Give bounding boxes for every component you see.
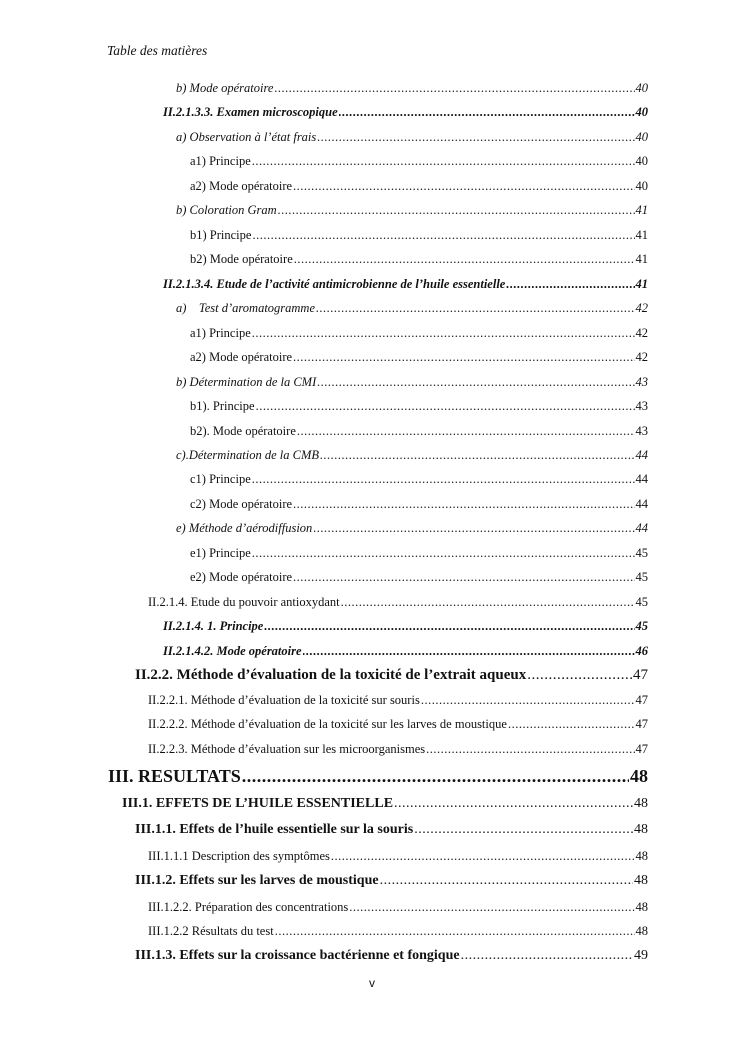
dot-leader xyxy=(341,594,635,610)
toc-entry[interactable] xyxy=(148,594,648,610)
page-number: v xyxy=(369,976,375,990)
toc-entry[interactable] xyxy=(190,251,648,267)
toc-entry-page: 42 xyxy=(635,301,648,315)
toc-entry-title: b1). Principe xyxy=(190,399,255,413)
toc-entry-title: b) Détermination de la CMI xyxy=(176,375,317,389)
toc-entry[interactable] xyxy=(148,899,648,915)
toc-entry-title: III. RESULTATS xyxy=(108,766,241,786)
toc-entry-title: II.2.2.2. Méthode d’évaluation de la toxicité sur les larves de moustique xyxy=(148,717,507,731)
toc-entry-title: b2). Mode opératoire xyxy=(190,424,296,438)
toc-entry[interactable] xyxy=(190,423,648,439)
toc-entry[interactable] xyxy=(148,692,648,708)
dot-leader xyxy=(297,423,635,439)
toc-entry[interactable] xyxy=(190,496,648,512)
toc-entry-page: 42 xyxy=(635,350,648,364)
dot-leader xyxy=(313,520,634,536)
dot-leader xyxy=(293,496,634,512)
dot-leader xyxy=(303,643,635,659)
dot-leader xyxy=(278,202,635,218)
toc-entry-title: II.2.2.3. Méthode d’évaluation sur les microorganismes xyxy=(148,742,426,756)
toc-entry[interactable] xyxy=(122,795,648,813)
running-header: Table des matières xyxy=(107,43,208,58)
toc-entry-page: 43 xyxy=(635,375,648,389)
toc-entry[interactable] xyxy=(190,545,648,561)
toc-entry-title: a2) Mode opératoire xyxy=(190,179,293,193)
dot-leader xyxy=(294,251,635,267)
dot-leader xyxy=(252,471,635,487)
toc-entry-page: 40 xyxy=(635,130,648,144)
toc-entry-page: 46 xyxy=(635,644,648,658)
toc-entry-page: 48 xyxy=(630,766,648,786)
toc-entry-page: 47 xyxy=(635,693,648,707)
toc-entry-page: 40 xyxy=(635,105,648,119)
toc-entry-title: b1) Principe xyxy=(190,228,252,242)
dot-leader xyxy=(394,795,633,813)
dot-leader xyxy=(527,666,632,685)
toc-entry[interactable] xyxy=(135,666,648,685)
toc-entry-page: 48 xyxy=(635,900,648,914)
dot-leader xyxy=(508,716,635,732)
dot-leader xyxy=(506,276,634,292)
toc-entry-title: III.1.1. Effets de l’huile essentielle sur la souris xyxy=(135,822,414,837)
toc-entry-title: III.1.2.2. Préparation des concentrations xyxy=(148,900,349,914)
toc-entry[interactable] xyxy=(176,374,648,390)
dot-leader xyxy=(293,178,634,194)
dot-leader xyxy=(426,741,634,757)
toc-entry[interactable] xyxy=(163,276,648,292)
toc-entry-page: 41 xyxy=(635,277,648,291)
toc-entry-title: c1) Principe xyxy=(190,472,251,486)
dot-leader xyxy=(380,872,633,890)
dot-leader xyxy=(242,765,629,787)
toc-entry-title: II.2.1.4. 1. Principe xyxy=(163,619,264,633)
toc-entry-title: b2) Mode opératoire xyxy=(190,252,293,266)
toc-entry-title: a) Observation à l’état frais xyxy=(176,130,317,144)
toc-entry[interactable] xyxy=(190,569,648,585)
toc-entry-title: a1) Principe xyxy=(190,154,251,168)
toc-entry-page: 41 xyxy=(635,203,648,217)
dot-leader xyxy=(252,545,635,561)
toc-entry-title: II.2.1.3.4. Etude de l’activité antimicrobienne de l’huile essentielle xyxy=(163,277,506,291)
toc-entry-title: b) Coloration Gram xyxy=(176,203,277,217)
dot-leader xyxy=(339,104,635,120)
toc-entry-title: III.1.1.1 Description des symptômes xyxy=(148,849,330,863)
toc-entry-page: 44 xyxy=(635,521,648,535)
toc-entry[interactable] xyxy=(163,618,648,634)
toc-entry-page: 47 xyxy=(635,717,648,731)
toc-entry-page: 48 xyxy=(635,849,648,863)
toc-entry[interactable] xyxy=(176,202,648,218)
toc-entry-page: 44 xyxy=(635,497,648,511)
dot-leader xyxy=(331,848,635,864)
toc-entry-page: 43 xyxy=(635,399,648,413)
dot-leader xyxy=(264,618,634,634)
toc-entry-page: 48 xyxy=(634,822,648,837)
toc-entry-title: a1) Principe xyxy=(190,326,251,340)
toc-entry[interactable] xyxy=(135,872,648,890)
dot-leader xyxy=(274,80,634,96)
toc-entry[interactable] xyxy=(190,178,648,194)
dot-leader xyxy=(293,569,634,585)
toc-entry-title: II.2.1.3.3. Examen microscopique xyxy=(163,105,338,119)
toc-entry-page: 48 xyxy=(634,796,648,811)
toc-entry[interactable] xyxy=(176,80,648,96)
toc-entry-title: e) Méthode d’aérodiffusion xyxy=(176,521,313,535)
dot-leader xyxy=(461,947,633,965)
toc-entry-page: 43 xyxy=(635,424,648,438)
toc-entry[interactable] xyxy=(163,104,648,120)
toc-entry[interactable] xyxy=(148,848,648,864)
toc-entry-title: III.1. EFFETS DE L’HUILE ESSENTIELLE xyxy=(122,796,394,811)
toc-entry-title: a) Test d’aromatogramme xyxy=(176,301,316,315)
toc-entry[interactable] xyxy=(108,765,648,787)
toc-entry-page: 45 xyxy=(635,595,648,609)
dot-leader xyxy=(252,153,635,169)
toc-entry-page: 40 xyxy=(635,154,648,168)
toc-entry-title: II.2.1.4.2. Mode opératoire xyxy=(163,644,302,658)
dot-leader xyxy=(252,325,635,341)
toc-entry-page: 49 xyxy=(634,948,648,963)
dot-leader xyxy=(316,300,634,316)
toc-entry-page: 47 xyxy=(635,742,648,756)
dot-leader xyxy=(256,398,635,414)
toc-entry-title: e1) Principe xyxy=(190,546,251,560)
toc-entry[interactable] xyxy=(135,821,648,839)
toc-entry-title: II.2.2.1. Méthode d’évaluation de la toxicité sur souris xyxy=(148,693,420,707)
dot-leader xyxy=(414,821,633,839)
toc-entry-page: 41 xyxy=(635,252,648,266)
toc-entry[interactable] xyxy=(190,153,648,169)
toc-entry[interactable] xyxy=(176,447,648,463)
toc-entry[interactable] xyxy=(176,520,648,536)
toc-entry-title: III.1.2.2 Résultats du test xyxy=(148,924,274,938)
dot-leader xyxy=(293,349,634,365)
dot-leader xyxy=(317,129,634,145)
toc-entry-title: II.2.2. Méthode d’évaluation de la toxicité de l’extrait aqueux xyxy=(135,667,527,683)
toc-entry[interactable] xyxy=(190,325,648,341)
dot-leader xyxy=(317,374,634,390)
toc-entry-title: III.1.3. Effets sur la croissance bactérienne et fongique xyxy=(135,948,460,963)
toc-entry[interactable] xyxy=(135,947,648,965)
toc-entry[interactable] xyxy=(163,643,648,659)
dot-leader xyxy=(421,692,635,708)
toc-entry[interactable] xyxy=(190,349,648,365)
toc-entry-title: b) Mode opératoire xyxy=(176,81,274,95)
toc-entry[interactable] xyxy=(190,471,648,487)
toc-entry-page: 44 xyxy=(635,448,648,462)
toc-entry[interactable] xyxy=(190,398,648,414)
toc-entry[interactable] xyxy=(176,129,648,145)
toc-entry[interactable] xyxy=(148,741,648,757)
toc-entry[interactable] xyxy=(176,300,648,316)
toc-entry-page: 48 xyxy=(634,873,648,888)
toc-entry-page: 47 xyxy=(633,667,648,683)
toc-entry-title: III.1.2. Effets sur les larves de moustique xyxy=(135,873,379,888)
toc-entry-page: 40 xyxy=(635,179,648,193)
toc-entry[interactable] xyxy=(190,227,648,243)
toc-entry[interactable] xyxy=(148,716,648,732)
toc-entry-page: 40 xyxy=(635,81,648,95)
toc-entry-page: 45 xyxy=(635,619,648,633)
toc-entry-title: a2) Mode opératoire xyxy=(190,350,293,364)
dot-leader xyxy=(275,923,635,939)
dot-leader xyxy=(252,227,634,243)
toc-entry-title: II.2.1.4. Etude du pouvoir antioxydant xyxy=(148,595,340,609)
toc-entry-page: 48 xyxy=(635,924,648,938)
toc-entry-page: 42 xyxy=(635,326,648,340)
toc-entry-page: 45 xyxy=(635,570,648,584)
toc-entry-title: c).Détermination de la CMB xyxy=(176,448,320,462)
dot-leader xyxy=(349,899,634,915)
toc-entry-title: e2) Mode opératoire xyxy=(190,570,293,584)
toc-entry-page: 45 xyxy=(635,546,648,560)
toc-entry-page: 41 xyxy=(635,228,648,242)
toc-entry-title: c2) Mode opératoire xyxy=(190,497,293,511)
dot-leader xyxy=(320,447,634,463)
toc-entry-page: 44 xyxy=(635,472,648,486)
toc-entry[interactable] xyxy=(148,923,648,939)
